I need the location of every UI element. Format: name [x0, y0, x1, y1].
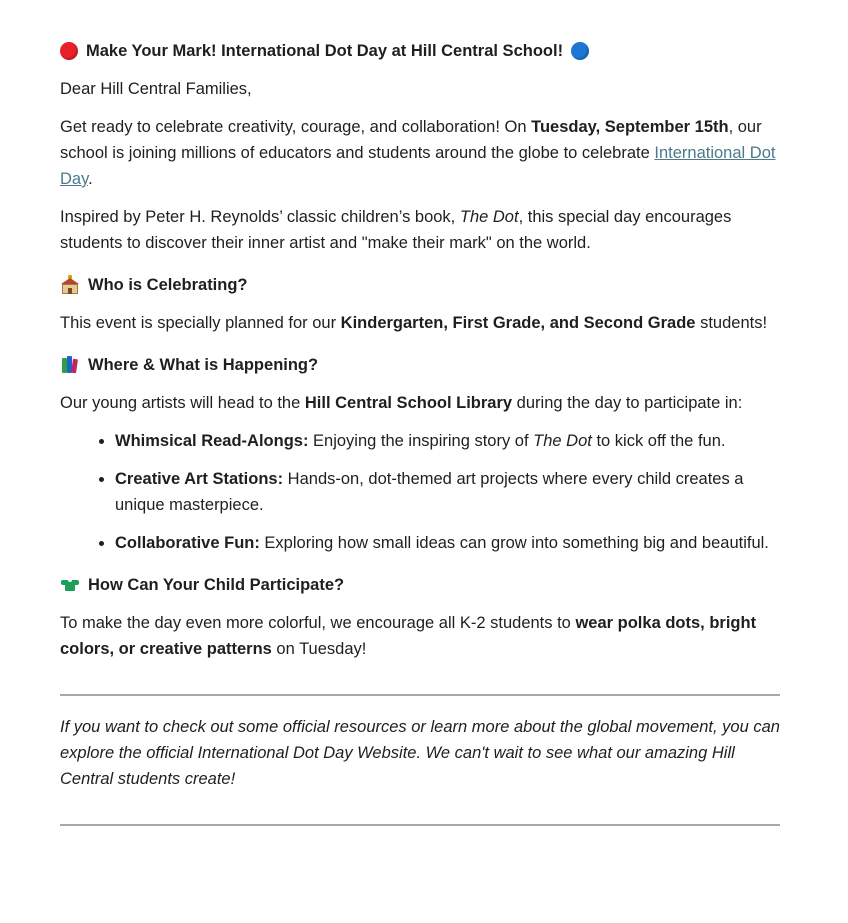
greeting: Dear Hill Central Families,: [60, 80, 252, 98]
activity-text: Hands-on, dot-themed art projects where every child creates a unique masterpiece.: [115, 470, 744, 514]
activity-label: Collaborative Fun:: [115, 534, 260, 552]
who-text-2: students!: [695, 314, 768, 332]
red-circle-icon: [60, 42, 78, 60]
intro-text-1: Get ready to celebrate creativity, courage, and collaboration! On: [60, 118, 532, 136]
participate-heading: [60, 572, 780, 598]
activity-label: Creative Art Stations:: [115, 470, 284, 488]
participate-paragraph: [60, 610, 780, 662]
activity-book-title: The Dot: [533, 432, 592, 450]
footer-note: If you want to check out some official resources or learn more about the global movement, you can explore the official International Dot Day Website. We can't wait to see what our amazing Hill Central students create!: [60, 718, 780, 788]
list-item: [115, 530, 780, 556]
books-icon: [60, 355, 80, 375]
intro-paragraph: [60, 114, 780, 192]
activity-text-end: to kick off the fun.: [591, 432, 726, 450]
who-text-1: This event is specially planned for our: [60, 314, 341, 332]
inspiration-text-1: Inspired by Peter H. Reynolds’ classic children’s book,: [60, 208, 460, 226]
blue-circle-icon: [571, 42, 589, 60]
shirt-icon: [60, 575, 80, 595]
where-text-2: during the day to participate in:: [512, 394, 743, 412]
intro-text-2: , our school is joining millions of educators and students around the globe to celebrate: [60, 118, 762, 162]
list-item: [115, 466, 780, 518]
inspiration-text-2: , this special day encourages students to discover their inner artist and "make their mark" on the world.: [60, 208, 732, 252]
activity-text: Enjoying the inspiring story of: [308, 432, 534, 450]
school-icon: [60, 275, 80, 295]
international-dot-day-link[interactable]: International Dot Day: [60, 144, 776, 188]
event-date: Tuesday, September 15th: [531, 118, 729, 136]
inspiration-paragraph: [60, 204, 780, 256]
email-body: [60, 38, 780, 826]
attire: wear polka dots, bright colors, or creative patterns: [60, 614, 757, 658]
library-name: Hill Central School Library: [304, 394, 513, 412]
divider: [60, 694, 780, 696]
participate-text-1: To make the day even more colorful, we encourage all K-2 students to: [60, 614, 576, 632]
list-item: [115, 428, 780, 454]
activity-text: Exploring how small ideas can grow into something big and beautiful.: [259, 534, 769, 552]
activities-list: [60, 428, 780, 556]
where-paragraph: [60, 390, 780, 416]
where-heading: [60, 352, 780, 378]
who-heading-text: Who is Celebrating?: [88, 276, 248, 294]
participate-text-2: on Tuesday!: [271, 640, 367, 658]
where-heading-text: Where & What is Happening?: [88, 356, 319, 374]
intro-text-3: .: [88, 170, 93, 188]
grades: Kindergarten, First Grade, and Second Grade: [340, 314, 696, 332]
participate-heading-text: How Can Your Child Participate?: [88, 576, 345, 594]
page-title: [60, 38, 780, 64]
who-heading: [60, 272, 780, 298]
who-paragraph: [60, 310, 780, 336]
book-title: The Dot: [459, 208, 519, 226]
activity-label: Whimsical Read-Alongs:: [115, 432, 309, 450]
divider: [60, 824, 780, 826]
where-text-1: Our young artists will head to the: [60, 394, 305, 412]
page-title-text: Make Your Mark! International Dot Day at Hill Central School!: [86, 42, 564, 60]
